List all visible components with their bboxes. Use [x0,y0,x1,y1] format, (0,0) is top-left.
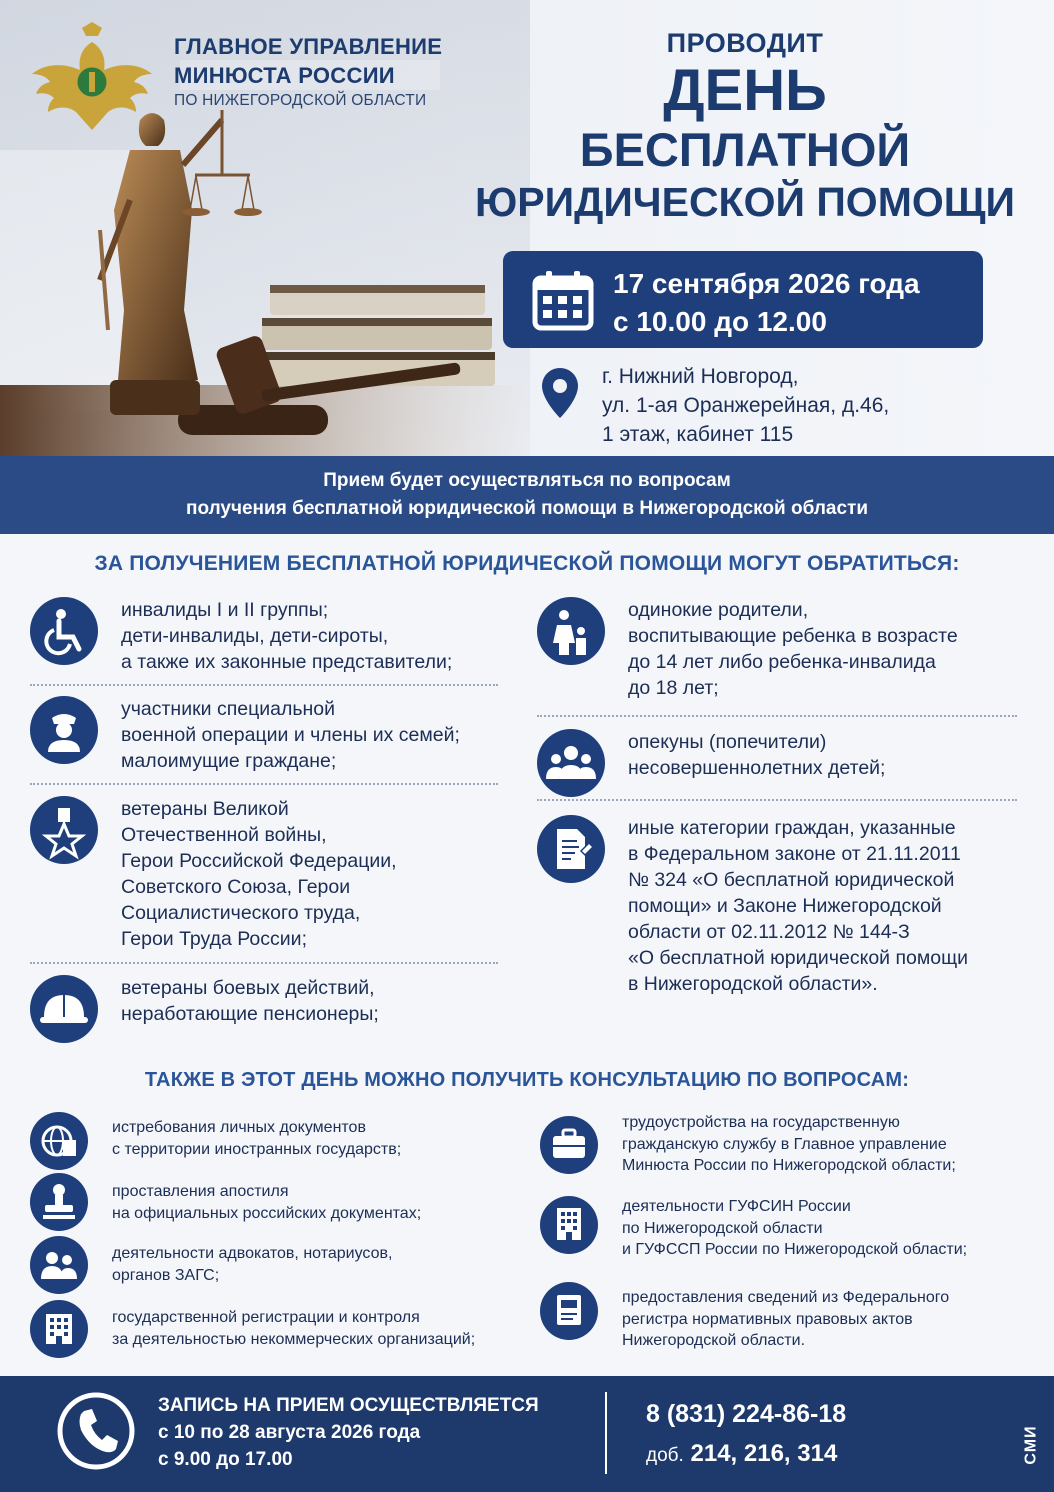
text-line: области от 02.11.2012 № 144-З [628,921,910,943]
text-line: и ГУФССП России по Нижегородской области; [622,1241,968,1258]
wheelchair-icon [30,597,98,665]
banner-line-1: Прием будет осуществляться по вопросам [323,470,731,491]
divider [30,684,498,686]
list-item [30,796,510,956]
text-line: иные категории граждан, указанные [628,817,956,839]
text-line: в Федеральном законе от 21.11.2011 [628,843,961,865]
list-item [540,1282,1040,1352]
text-line: в Нижегородской области». [628,973,878,995]
text-line: малоимущие граждане; [121,750,337,772]
footer [0,1376,1054,1492]
text-line: на официальных российских документах; [112,1204,422,1222]
text-line: дети-инвалиды, дети-сироты, [121,625,389,647]
list-item-text [112,1307,475,1350]
org-line-3: ПО НИЖЕГОРОДСКОЙ ОБЛАСТИ [174,92,427,109]
briefcase-icon [540,1116,598,1174]
text-line: по Нижегородской области [622,1219,823,1237]
registration-line-1: ЗАПИСЬ НА ПРИЕМ ОСУЩЕСТВЛЯЕТСЯ [158,1395,539,1416]
text-line: ветераны боевых действий, [121,977,375,999]
text-line: трудоустройства на государственную [622,1114,900,1131]
list-item [30,1173,530,1231]
divider [30,962,498,964]
text-line: воспитывающие ребенка в возрасте [628,625,958,647]
footer-divider [605,1392,607,1474]
text-line: органов ЗАГС; [112,1266,220,1284]
list-item-text [622,1287,949,1352]
list-item-text [121,597,452,675]
text-line: Социалистического труда, [121,902,361,924]
address-text [602,362,889,449]
text-line: гражданскую службу в Главное управление [622,1135,947,1153]
text-line: деятельности адвокатов, нотариусов, [112,1245,393,1262]
list-item-text [112,1117,401,1160]
soldier-icon [30,696,98,764]
headline-line-4: ЮРИДИЧЕСКОЙ ПОМОЩИ [475,179,1015,225]
headline-line-2: ДЕНЬ [663,58,827,123]
text-line: проставления апостиля [112,1183,289,1200]
text-line: одинокие родители, [628,599,809,621]
list-item-text [121,975,379,1027]
list-item-text [112,1243,392,1286]
eligible-title: ЗА ПОЛУЧЕНИЕМ БЕСПЛАТНОЙ ЮРИДИЧЕСКОЙ ПОМОЩИ МОГУТ ОБРАТИТЬСЯ: [94,552,960,575]
hero [0,0,1054,456]
address-line: г. Нижний Новгород, [602,365,799,388]
registration-info [158,1392,539,1473]
text-line: до 18 лет; [628,677,719,699]
text-line: а также их законные представители; [121,651,453,673]
globe-document-icon [30,1112,88,1170]
info-banner [0,456,1054,534]
building-icon [30,1300,88,1358]
list-item [30,1236,530,1294]
text-line: Отечественной войны, [121,824,327,846]
text-line: военной операции и члены их семей; [121,724,460,746]
stamp-icon [30,1173,88,1231]
address-line: 1 этаж, кабинет 115 [602,423,794,446]
text-line: несовершеннолетних детей; [628,757,886,779]
document-pen-icon [537,815,605,883]
list-item-text [628,815,968,997]
list-item-text [121,796,397,952]
text-line: регистра нормативных правовых актов [622,1310,913,1328]
extension-numbers: 214, 216, 314 [690,1440,838,1467]
phone-extensions [646,1440,837,1468]
list-item [540,1112,1040,1182]
list-item [30,696,510,776]
event-time: с 10.00 до 12.00 [613,306,827,337]
eagle-emblem-icon [32,20,152,135]
divider [537,799,1017,801]
text-line: истребования личных документов [112,1119,366,1136]
text-line: предоставления сведений из Федерального [622,1289,950,1306]
list-item-text [622,1196,967,1261]
text-line: «О бесплатной юридической помощи [628,947,969,969]
text-line: ветераны Великой [121,798,289,820]
text-line: деятельности ГУФСИН России [622,1198,851,1215]
extension-prefix: доб. [646,1445,684,1466]
organization-name [174,32,442,110]
date-box [503,251,983,348]
divider [537,715,1017,717]
address-line: ул. 1-ая Оранжерейная, д.46, [602,394,890,417]
list-item [30,597,510,677]
group-icon [537,729,605,797]
list-item [30,1300,550,1358]
office-building-icon [540,1196,598,1254]
registration-line-3: с 9.00 до 17.00 [158,1449,293,1470]
text-line: помощи» и Законе Нижегородской [628,895,942,917]
headline [470,28,1020,227]
text-line: государственной регистрации и контроля [112,1309,420,1326]
org-line-1: ГЛАВНОЕ УПРАВЛЕНИЕ [174,34,443,59]
list-item-text [628,597,958,701]
list-item-text [628,729,885,781]
headline-line-1: ПРОВОДИТ [666,28,824,58]
text-line: Герои Труда России; [121,928,307,950]
text-line: Герои Российской Федерации, [121,850,397,872]
text-line: с территории иностранных государств; [112,1140,402,1158]
text-line: участники специальной [121,698,336,720]
text-line: Минюста России по Нижегородской области; [622,1157,956,1174]
text-line: № 324 «О бесплатной юридической [628,869,955,891]
headline-line-3: БЕСПЛАТНОЙ [579,123,911,176]
list-item-text [112,1181,421,1224]
text-line: Советского Союза, Герои [121,876,351,898]
text-line: опекуны (попечители) [628,731,827,753]
medal-icon [30,796,98,864]
text-line: до 14 лет либо ребенка-инвалида [628,651,936,673]
smi-mark: СМИ [1022,1425,1040,1465]
calendar-icon [531,268,595,332]
org-line-2: МИНЮСТА РОССИИ [174,63,395,88]
text-line: неработающие пенсионеры; [121,1003,379,1025]
phone-number[interactable]: 8 (831) 224-86-18 [646,1400,847,1428]
event-date: 17 сентября 2026 года [613,268,920,299]
list-item [30,1112,530,1170]
register-book-icon [540,1282,598,1340]
list-item [537,597,1037,707]
event-date-time [613,265,920,341]
list-item [540,1194,1040,1264]
list-item [537,729,1037,789]
phone-icon [56,1391,136,1471]
divider [30,783,498,785]
list-item [537,815,1037,1005]
text-line: за деятельностью некоммерческих организаций; [112,1330,476,1348]
text-line: инвалиды I и II группы; [121,599,329,621]
helmet-icon [30,975,98,1043]
banner-line-2: получения бесплатной юридической помощи в Нижегородской области [185,498,869,519]
registration-line-2: с 10 по 28 августа 2026 года [158,1422,421,1443]
text-line: Нижегородской области. [622,1332,806,1349]
parent-child-icon [537,597,605,665]
consult-title: ТАКЖЕ В ЭТОТ ДЕНЬ МОЖНО ПОЛУЧИТЬ КОНСУЛЬТАЦИЮ ПО ВОПРОСАМ: [144,1069,910,1091]
people-icon [30,1236,88,1294]
location-pin-icon [540,366,580,420]
list-item-text [121,696,460,774]
list-item-text [622,1112,956,1177]
list-item [30,975,510,1035]
